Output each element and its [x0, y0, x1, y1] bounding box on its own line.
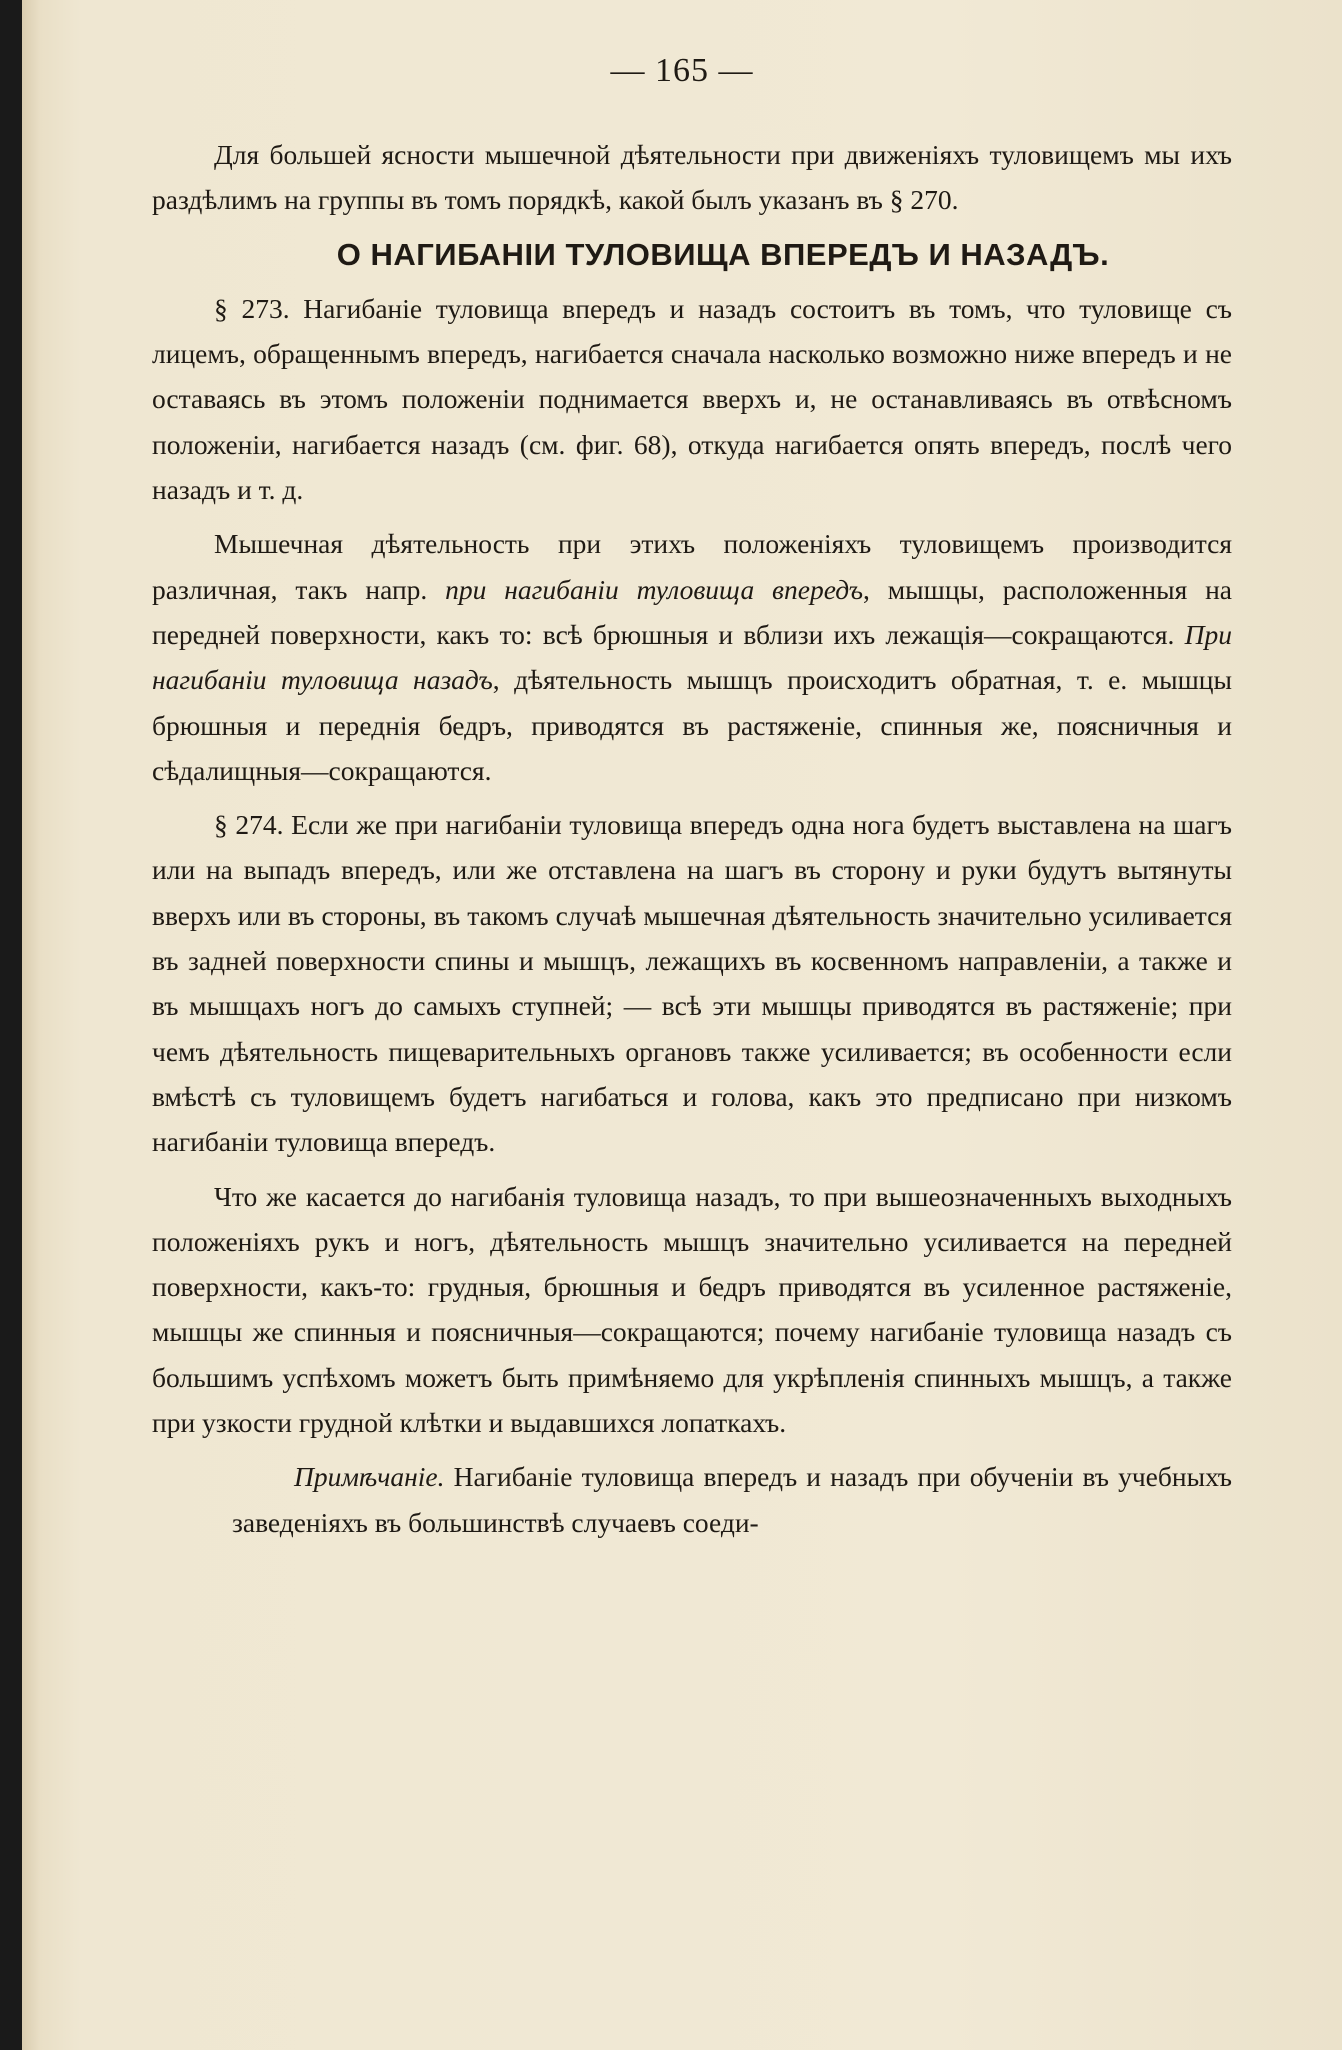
italic-phrase-forward: при нагибаніи туловища впередъ: [445, 573, 864, 605]
text-run: , мышцы, расположенныя на передней поверхности, какъ то: всѣ брюшныя и вблизи ихъ лежащія—сокращаются.: [152, 573, 1232, 650]
paragraph-273: § 273. Нагибаніе туловища впередъ и назадъ состоитъ въ томъ, что туловище съ лицемъ, обращеннымъ впередъ, нагибается сначала насколько возможно ниже впередъ и не оставаясь въ этомъ положеніи поднимается вверхъ и, не останавливаясь въ отвѣсномъ положеніи, нагибается назадъ (см. фиг. 68), откуда нагибается опять впередъ, послѣ чего назадъ и т. д.: [152, 292, 1232, 506]
note-text: Нагибаніе туловища впередъ и назадъ при обученіи въ учебныхъ заведеніяхъ въ большинствѣ случаевъ соеди-: [232, 1461, 1232, 1538]
book-page: [22, 0, 1342, 2050]
note-block: [152, 1454, 1232, 1545]
section-heading: О НАГИБАНІИ ТУЛОВИЩА ВПЕРЕДЪ И НАЗАДЪ.: [336, 236, 1110, 272]
text-run: , дѣятельность мышцъ происходитъ обратная, т. е. мышцы брюшныя и переднія бедръ, приводятся въ растяженіе, спинныя же, поясничныя и сѣдалищныя—сокращаются.: [152, 664, 1232, 786]
note-paragraph: [232, 1454, 1232, 1545]
note-label: Примѣчаніе.: [294, 1461, 445, 1493]
italic-phrase-backward: При нагибаніи туловища назадъ: [152, 618, 1232, 696]
page-number: — 165 —: [610, 52, 754, 89]
paragraph-backward-bending: Что же касается до нагибанія туловища назадъ, то при вышеозначенныхъ выходныхъ положеніяхъ рукъ и ногъ, дѣятельность мышцъ значительно усиливается на передней поверхности, какъ-то: грудныя, брюшныя и бедръ приводятся въ усиленное растяженіе, мышцы же спинныя и поясничныя—сокращаются; почему нагибаніе туловища назадъ съ большимъ успѣхомъ можетъ быть примѣняемо для укрѣпленія спинныхъ мышцъ, а также при узкости грудной клѣтки и выдавшихся лопаткахъ.: [152, 1180, 1232, 1439]
paragraph-muscle-activity: [152, 521, 1232, 793]
text-run: Мышечная дѣятельность при этихъ положеніяхъ туловищемъ производится различная, такъ напр.: [152, 528, 1232, 605]
intro-paragraph: Для большей ясности мышечной дѣятельности при движеніяхъ туловищемъ мы ихъ раздѣлимъ на группы въ томъ порядкѣ, какой былъ указанъ въ § 270.: [152, 139, 1232, 216]
page-content: [152, 132, 1232, 1554]
paragraph-274: § 274. Если же при нагибаніи туловища впередъ одна нога будетъ выставлена на шагъ или на выпадъ впередъ, или же отставлена на шагъ въ сторону и руки будутъ вытянуты вверхъ или въ стороны, въ такомъ случаѣ мышечная дѣятельность значительно усиливается въ задней поверхности спины и мышцъ, лежащихъ въ косвенномъ направленіи, а также и въ мышцахъ ногъ до самыхъ ступней; — всѣ эти мышцы приводятся въ растяженіе; при чемъ дѣятельность пищеварительныхъ органовъ также усиливается; въ особенности если вмѣстѣ съ туловищемъ будетъ нагибаться и голова, какъ это предписано при низкомъ нагибаніи туловища впередъ.: [152, 809, 1232, 1158]
